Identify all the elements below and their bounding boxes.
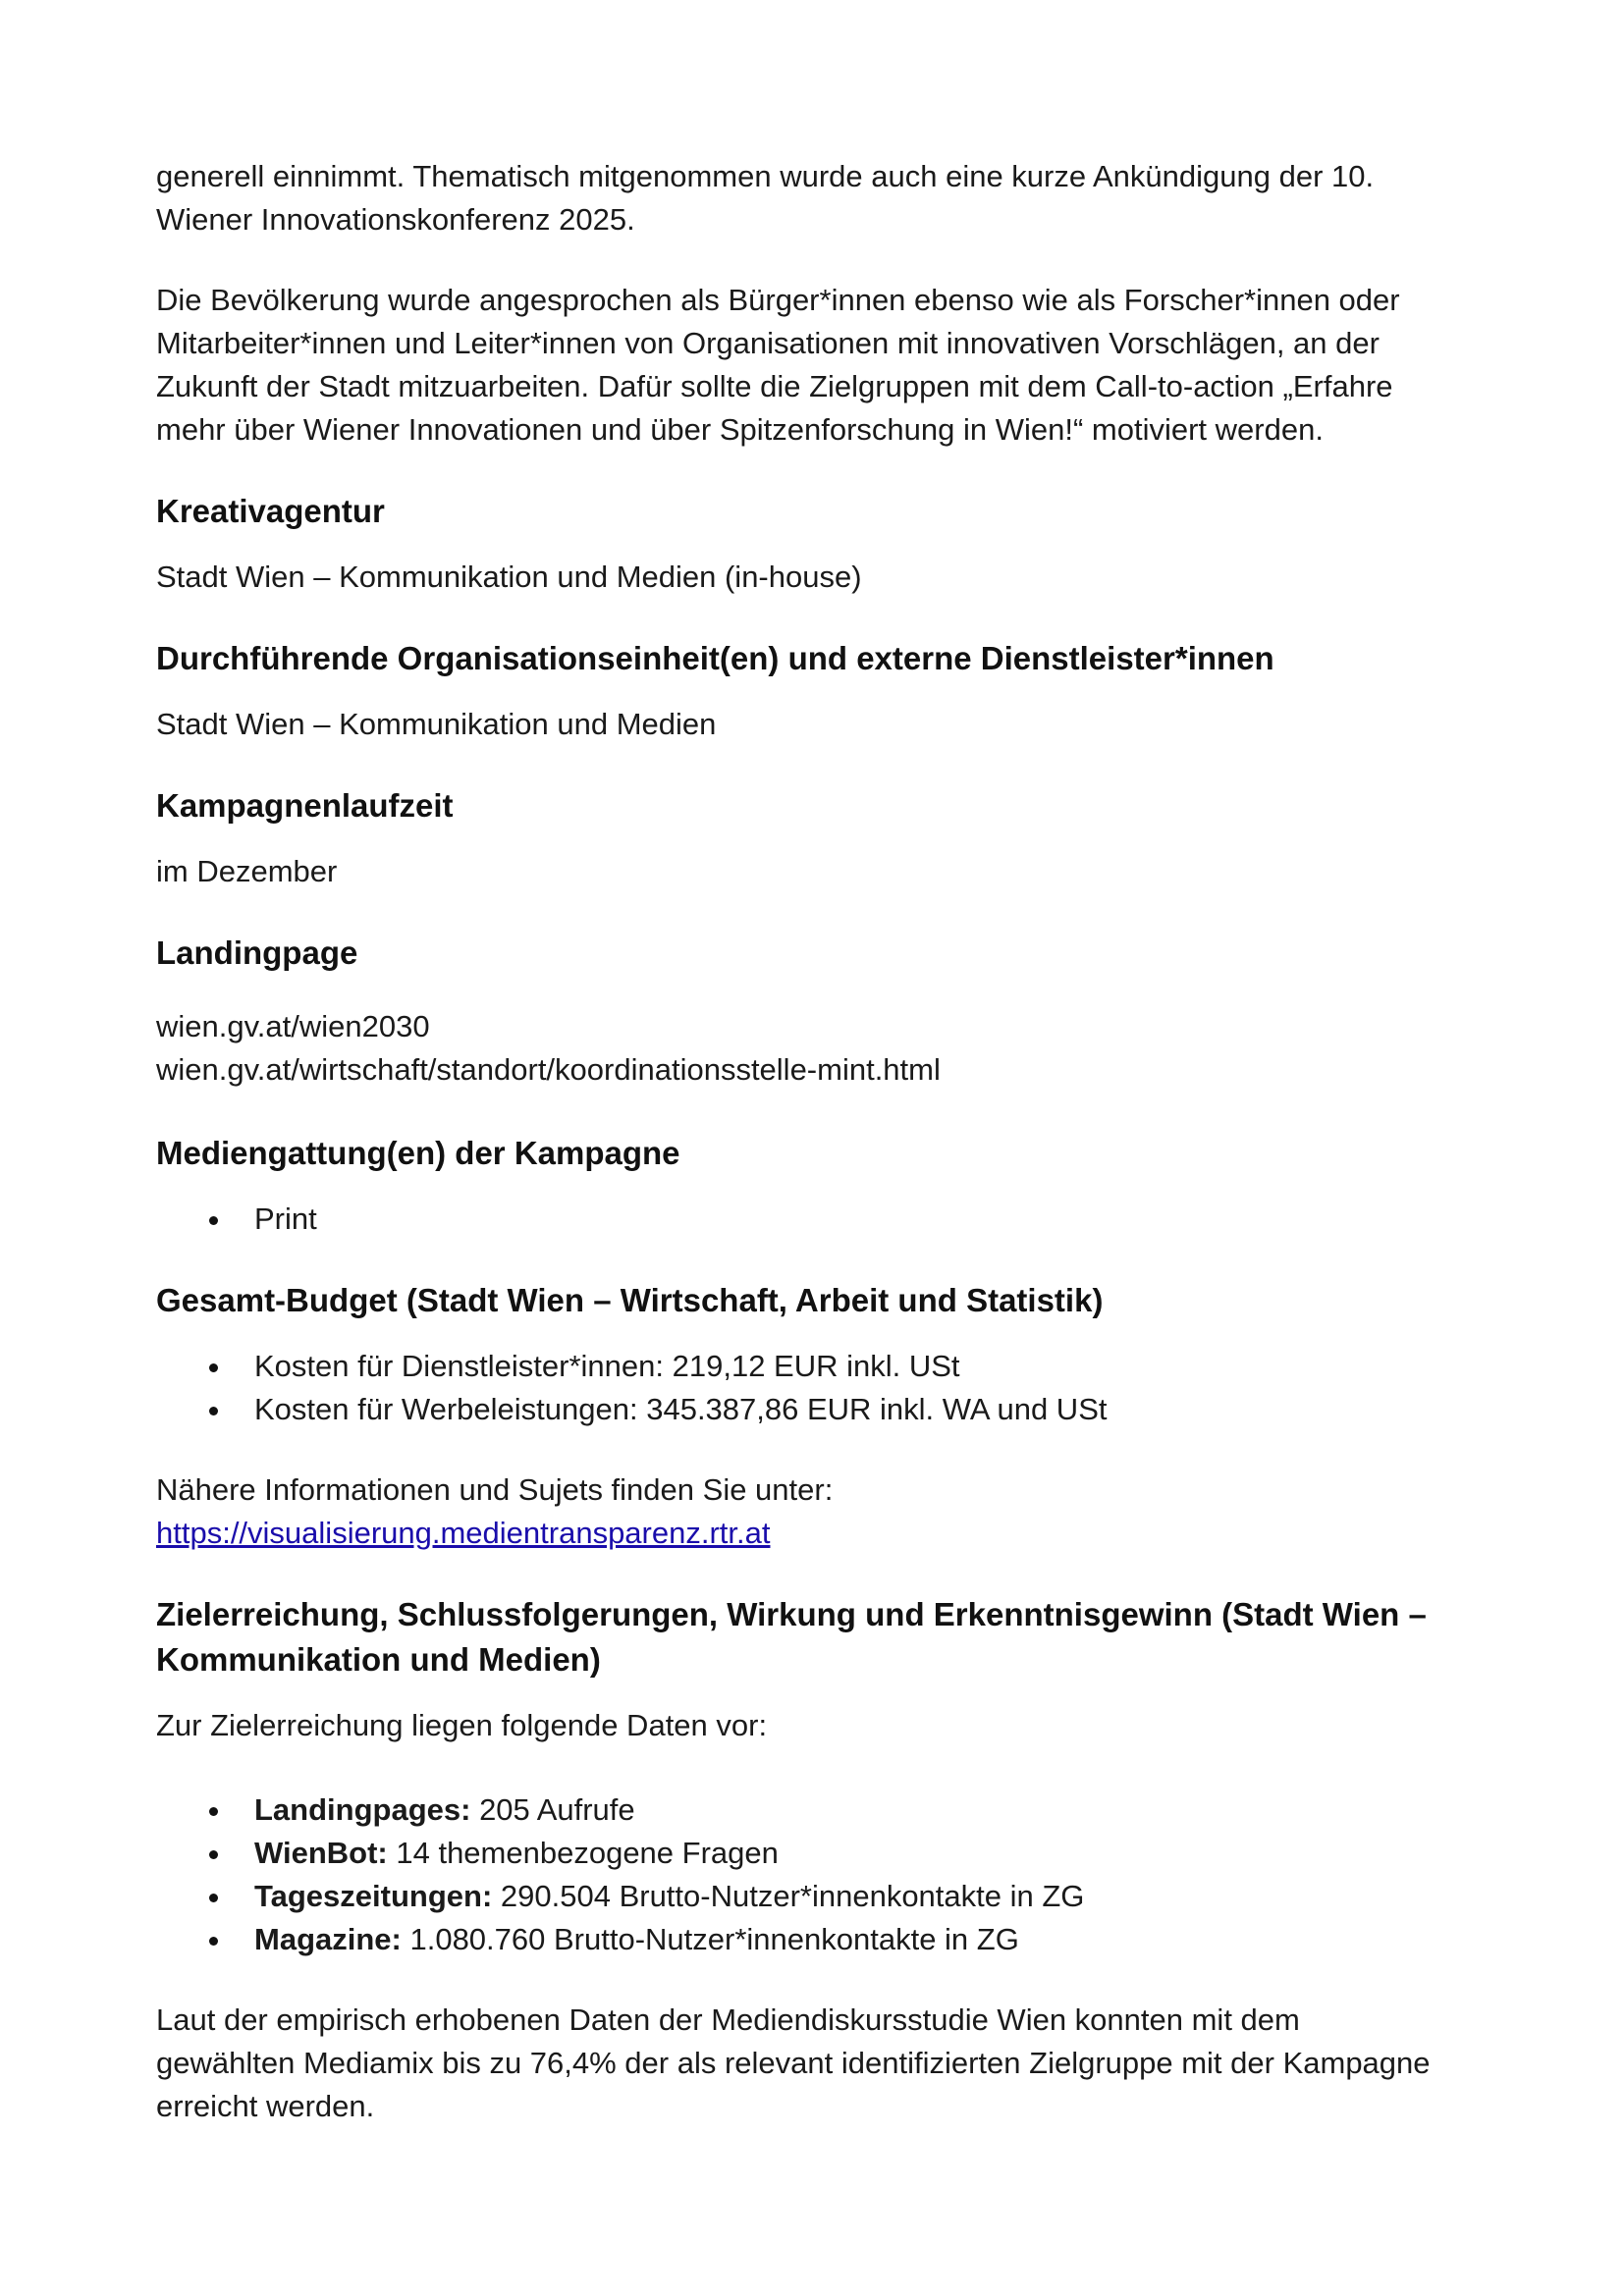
list-item <box>156 1875 1491 1918</box>
budget-info <box>156 1468 1491 1555</box>
heading-line: Zielerreichung, Schlussfolgerungen, Wirkung und Erkenntnisgewinn (Stadt Wien – <box>156 1596 1427 1632</box>
item-value: 290.504 Brutto-Nutzer*innenkontakte in ZG <box>492 1879 1085 1913</box>
item-label: WienBot: <box>254 1836 388 1870</box>
text-line: Zukunft der Stadt mitzuarbeiten. Dafür sollte die Zielgruppen mit dem Call-to-action „Erfahre <box>156 369 1393 403</box>
text-line: Die Bevölkerung wurde angesprochen als Bürger*innen ebenso wie als Forscher*innen oder <box>156 283 1400 317</box>
text-line: Mitarbeiter*innen und Leiter*innen von Organisationen mit innovativen Vorschlägen, an der <box>156 326 1380 360</box>
list-item: Print <box>156 1198 1491 1241</box>
item-label: Landingpages: <box>254 1792 471 1827</box>
list-item: Kosten für Dienstleister*innen: 219,12 EUR inkl. USt <box>156 1345 1491 1388</box>
heading-mediengattung: Mediengattung(en) der Kampagne <box>156 1135 680 1171</box>
heading-organisation: Durchführende Organisationseinheit(en) und externe Dienstleister*innen <box>156 640 1274 676</box>
heading-kampagnenlaufzeit: Kampagnenlaufzeit <box>156 787 454 824</box>
document-page <box>156 155 1491 2128</box>
laufzeit-text: im Dezember <box>156 854 338 888</box>
list-item <box>156 1832 1491 1875</box>
heading-landingpage: Landingpage <box>156 934 358 971</box>
text-line: generell einnimmt. Thematisch mitgenommen wurde auch eine kurze Ankündigung der 10. <box>156 159 1375 193</box>
item-value: 14 themenbezogene Fragen <box>387 1836 779 1870</box>
ziel-conclusion <box>156 1999 1491 2128</box>
list-item: Kosten für Werbeleistungen: 345.387,86 EUR inkl. WA und USt <box>156 1388 1491 1431</box>
text-line: Wiener Innovationskonferenz 2025. <box>156 202 635 237</box>
list-item <box>156 1789 1491 1832</box>
text-line: gewählten Mediamix bis zu 76,4% der als relevant identifizierten Zielgruppe mit der Kampagne <box>156 2046 1431 2080</box>
intro-paragraph-2 <box>156 279 1491 452</box>
item-value: 205 Aufrufe <box>470 1792 635 1827</box>
medien-list <box>156 1198 1491 1241</box>
heading-line: Kommunikation und Medien) <box>156 1641 601 1678</box>
organisation-text: Stadt Wien – Kommunikation und Medien <box>156 707 717 741</box>
medientransparenz-link[interactable]: https://visualisierung.medientransparenz.rtr.at <box>156 1516 771 1550</box>
budget-list <box>156 1345 1491 1431</box>
list-item <box>156 1918 1491 1961</box>
ziel-intro: Zur Zielerreichung liegen folgende Daten vor: <box>156 1708 768 1742</box>
info-text: Nähere Informationen und Sujets finden Sie unter: <box>156 1472 834 1507</box>
item-value: 1.080.760 Brutto-Nutzer*innenkontakte in ZG <box>401 1922 1019 1956</box>
heading-budget: Gesamt-Budget (Stadt Wien – Wirtschaft, Arbeit und Statistik) <box>156 1282 1104 1318</box>
landingpage-url: wien.gv.at/wien2030 <box>156 1009 430 1043</box>
heading-kreativagentur: Kreativagentur <box>156 493 385 529</box>
intro-paragraph-1 <box>156 155 1491 241</box>
landingpage-urls <box>156 1005 1491 1092</box>
kreativagentur-text: Stadt Wien – Kommunikation und Medien (in-house) <box>156 560 862 594</box>
item-label: Magazine: <box>254 1922 402 1956</box>
text-line: mehr über Wiener Innovationen und über Spitzenforschung in Wien!“ motiviert werden. <box>156 412 1324 447</box>
text-line: erreicht werden. <box>156 2089 375 2123</box>
heading-zielerreichung <box>156 1592 1491 1682</box>
landingpage-url: wien.gv.at/wirtschaft/standort/koordinationsstelle-mint.html <box>156 1052 941 1087</box>
text-line: Laut der empirisch erhobenen Daten der Mediendiskursstudie Wien konnten mit dem <box>156 2002 1300 2037</box>
ziel-list <box>156 1789 1491 1961</box>
item-label: Tageszeitungen: <box>254 1879 493 1913</box>
